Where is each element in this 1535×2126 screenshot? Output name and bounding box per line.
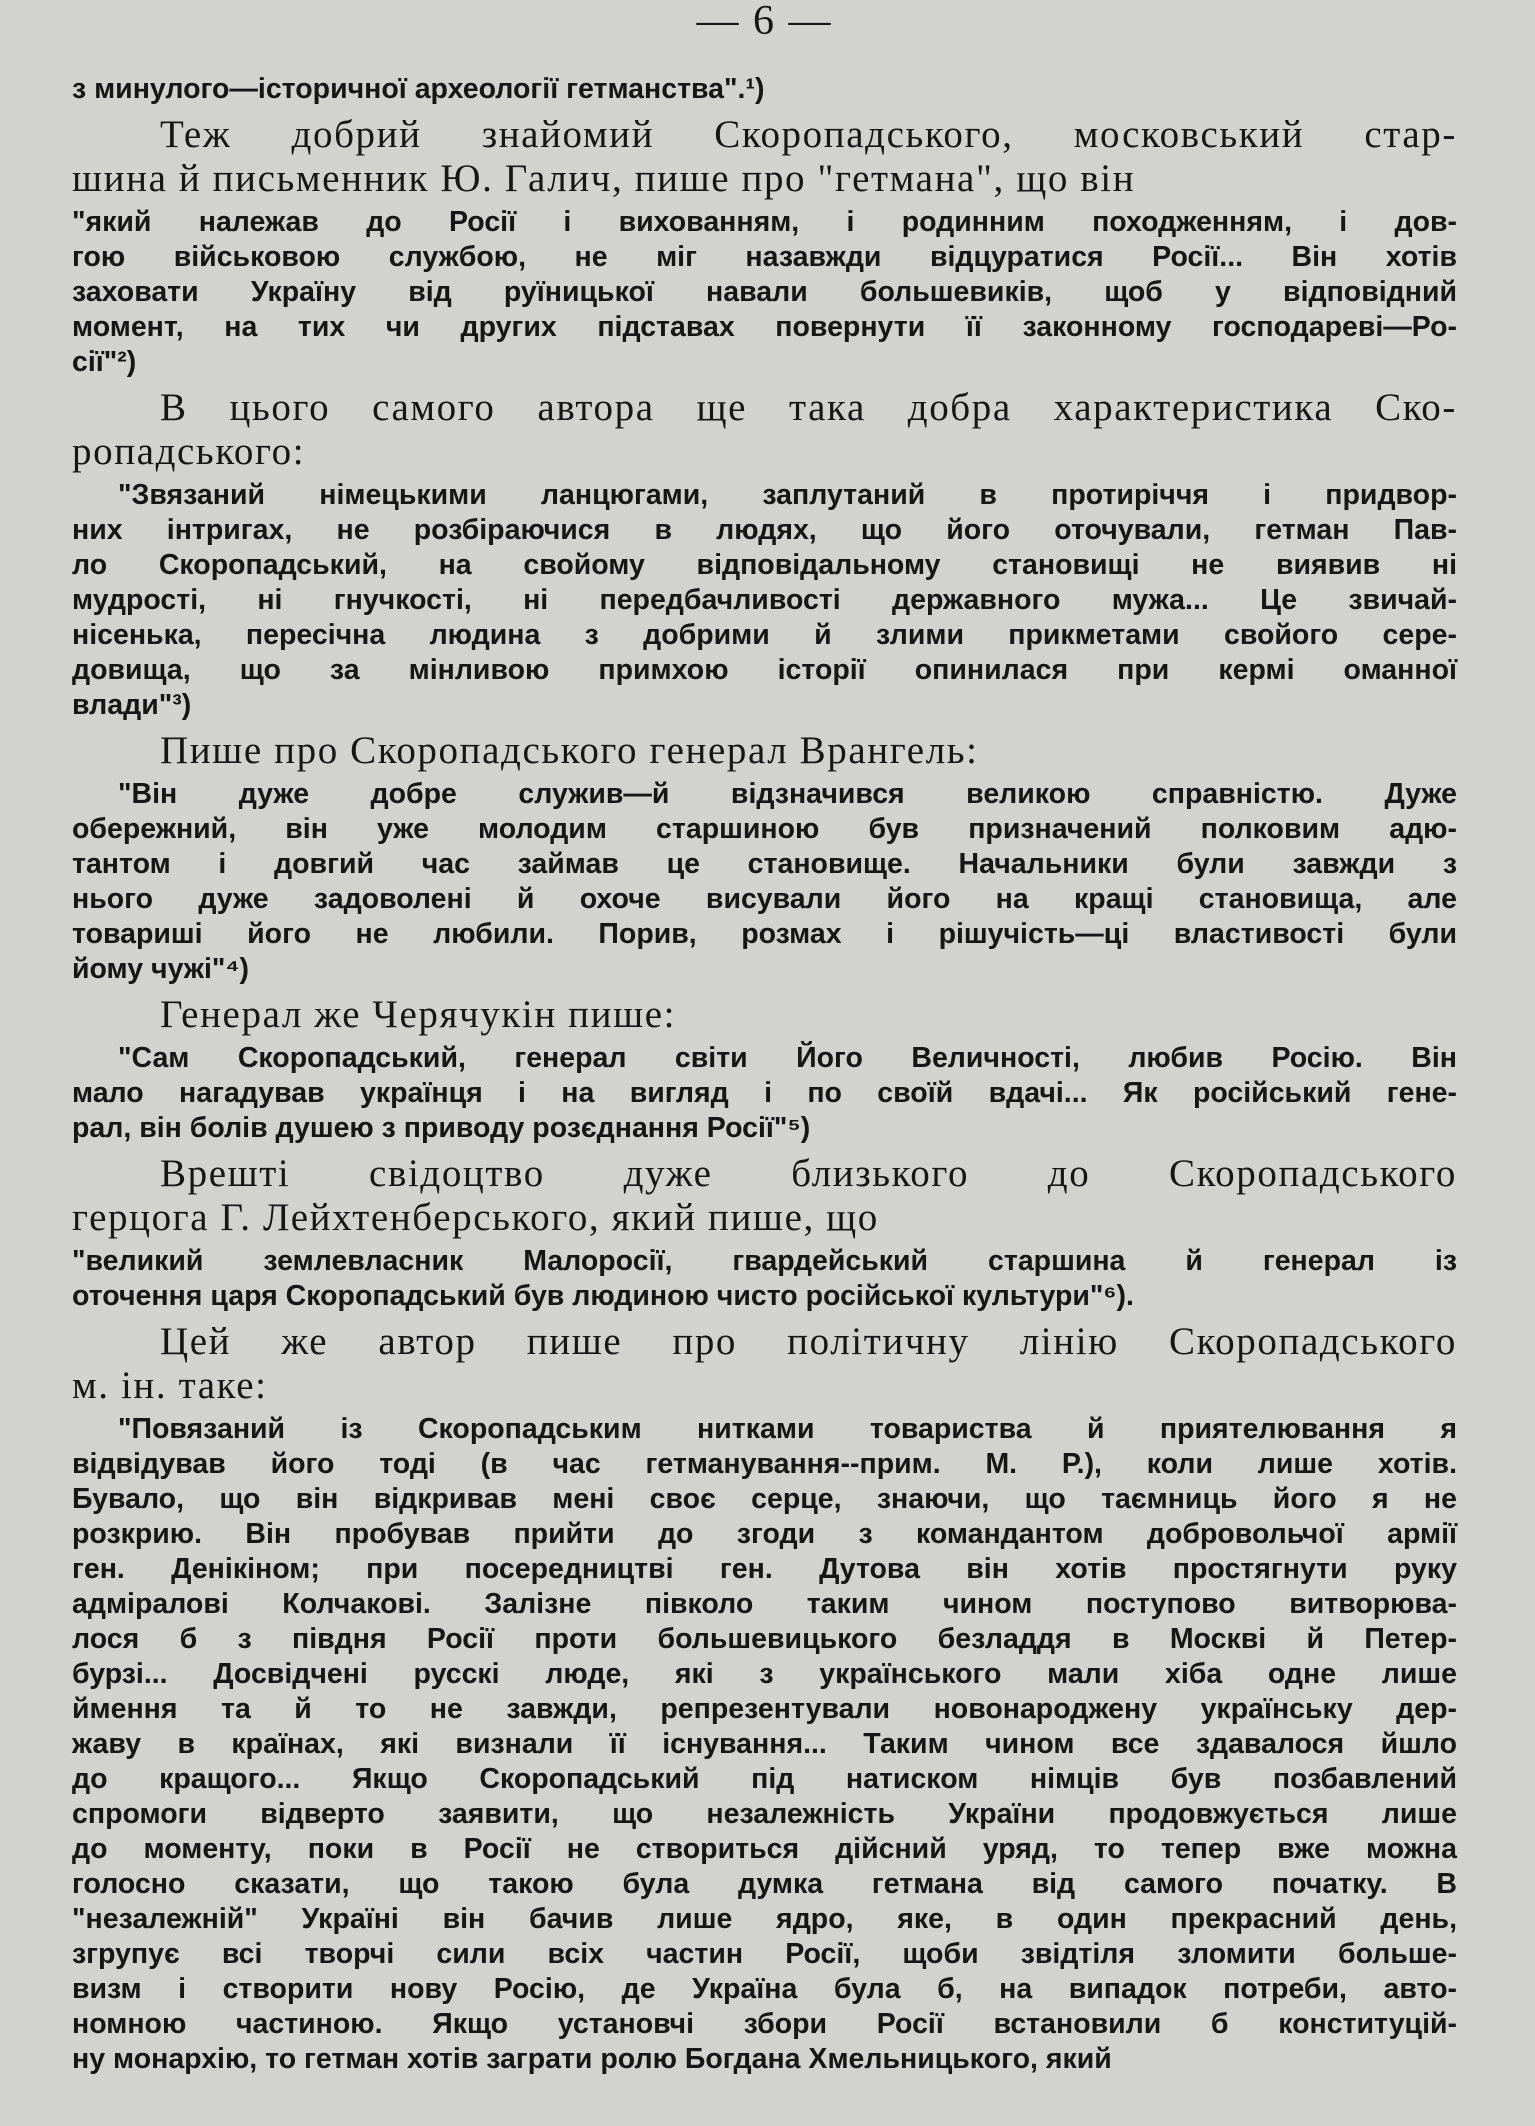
text-line: Теж добрий знайомий Скоропадського, московський стар- [160, 113, 1457, 156]
text-line: ймення та й то не завжди, репрезентували новонароджену українську дер- [72, 1693, 1457, 1725]
narrative-paragraph [72, 1152, 1457, 1240]
text-line: нісенька, пересічна людина з добрими й злими прикметами свойого сере- [72, 619, 1457, 651]
text-line: лося б з півдня Росії проти большевицького безладдя в Москві й Петер- [72, 1623, 1457, 1655]
text-line: гою військовою службою, не міг назавжди відцуратися Росії... Він хотів [72, 241, 1457, 273]
text-line: рал, він болів душею з приводу розєднання Росії"⁵) [72, 1112, 811, 1144]
text-line: сії"²) [72, 346, 137, 378]
text-line: спромоги відверто заявити, що незалежність України продовжується лише [72, 1798, 1457, 1830]
narrative-paragraph [72, 993, 1457, 1037]
text-line: тантом і довгий час займав це становище. Начальники були завжди з [72, 848, 1457, 880]
text-line: В цього самого автора ще така добра характеристика Ско- [160, 386, 1457, 429]
text-line: нього дуже задоволені й охоче висували його на кращі становища, але [72, 883, 1457, 915]
text-line: "Він дуже добре служив—й відзначився великою справністю. Дуже [118, 778, 1457, 810]
quotation-paragraph [72, 478, 1457, 723]
text-line: момент, на тих чи других підставах повернути її законному господареві—Ро- [72, 311, 1457, 343]
text-line: ропадського: [72, 430, 306, 473]
quotation-paragraph [72, 1244, 1457, 1314]
text-line: довища, що за мінливою примхою історії опинилася при кермі оманної [72, 654, 1457, 686]
quotation-paragraph [72, 205, 1457, 380]
text-line: мудрості, ні гнучкості, ні передбачливості державного мужа... Це звичай- [72, 584, 1457, 616]
text-line: шина й письменник Ю. Галич, пише про "гетмана", що він [72, 157, 1136, 200]
text-line: визм і створити нову Росію, де Україна була б, на випадок потреби, авто- [72, 1973, 1457, 2005]
text-line: відвідував його тоді (в час гетманування--прим. М. Р.), коли лише хотів. [72, 1448, 1457, 1480]
narrative-paragraph [72, 386, 1457, 474]
text-line: розкрию. Він пробував прийти до згоди з командантом добровольчої армії [72, 1518, 1457, 1550]
text-line: ло Скоропадський, на свойому відповідальному становищі не виявив ні [72, 549, 1457, 581]
text-line: "Звязаний німецькими ланцюгами, заплутаний в протиріччя і придвор- [118, 479, 1457, 511]
quotation-paragraph [72, 1412, 1457, 2077]
text-line: "великий землевласник Малоросії, гвардейський старшина й генерал із [72, 1245, 1457, 1277]
narrative-paragraph [72, 729, 1457, 773]
text-line: до кращого... Якщо Скоропадський під натиском німців був позбавлений [72, 1763, 1457, 1795]
text-line: "незалежній" Україні він бачив лише ядро, яке, в один прекрасний день, [72, 1903, 1457, 1935]
text-line: ну монархію, то гетман хотів заграти ролю Богдана Хмельницького, який [72, 2043, 1112, 2075]
text-line: Пише про Скоропадського генерал Врангель: [160, 729, 979, 772]
page-number: — 6 — [696, 0, 833, 44]
text-line: адміралові Колчакові. Залізне півколо таким чином поступово витворюва- [72, 1588, 1457, 1620]
text-line: оточення царя Скоропадський був людиною чисто російської культури"⁶). [72, 1280, 1134, 1312]
text-line: жаву в країнах, які визнали її існування... Таким чином все здавалося йшло [72, 1728, 1457, 1760]
text-line: герцога Г. Лейхтенберського, який пише, що [72, 1196, 879, 1239]
page-body [72, 72, 1457, 2077]
text-line: йому чужі"⁴) [72, 953, 249, 985]
quotation-paragraph [72, 777, 1457, 987]
text-line: Цей же автор пише про політичну лінію Скоропадського [160, 1320, 1457, 1363]
text-line: товариші його не любили. Порив, розмах і рішучість—ці властивості були [72, 918, 1457, 950]
quotation-paragraph [72, 1041, 1457, 1146]
narrative-paragraph [72, 1320, 1457, 1408]
text-line: Генерал же Черячукін пише: [160, 993, 677, 1036]
text-line: "Сам Скоропадський, генерал світи Його Величності, любив Росію. Він [118, 1042, 1457, 1074]
text-line: з минулого—історичної археології гетманства".¹) [72, 73, 765, 105]
text-line: до моменту, поки в Росії не створиться дійсний уряд, то тепер вже можна [72, 1833, 1457, 1865]
text-line: голосно сказати, що такою була думка гетмана від самого початку. В [72, 1868, 1457, 1900]
text-line: Бувало, що він відкривав мені своє серце, знаючи, що таємниць його я не [72, 1483, 1457, 1515]
text-line: згрупує всі творчі сили всіх частин Росії, щоби звідтіля зломити больше- [72, 1938, 1457, 1970]
text-line: "який належав до Росії і вихованням, і родинним походженням, і дов- [72, 206, 1457, 238]
text-line: бурзі... Досвідчені русскі люде, які з українського мали хіба одне лише [72, 1658, 1457, 1690]
text-line: мало нагадував українця і на вигляд і по своїй вдачі... Як російський гене- [72, 1077, 1457, 1109]
text-line: заховати Україну від руїницької навали большевиків, щоб у відповідний [72, 276, 1457, 308]
narrative-paragraph [72, 113, 1457, 201]
quotation-paragraph [72, 72, 1457, 107]
text-line: ген. Денікіном; при посередництві ген. Дутова він хотів простягнути руку [72, 1553, 1457, 1585]
text-line: влади"³) [72, 689, 192, 721]
text-line: м. ін. таке: [72, 1364, 268, 1407]
text-line: них інтригах, не розбіраючися в людях, що його оточували, гетман Пав- [72, 514, 1457, 546]
text-line: Врешті свідоцтво дуже близького до Скоропадського [160, 1152, 1457, 1195]
text-line: номною частиною. Якщо установчі збори Росії встановили б конституцій- [72, 2008, 1457, 2040]
text-line: "Повязаний із Скоропадським нитками товариства й приятелювання я [118, 1413, 1457, 1445]
text-line: обережний, він уже молодим старшиною був призначений полковим адю- [72, 813, 1457, 845]
